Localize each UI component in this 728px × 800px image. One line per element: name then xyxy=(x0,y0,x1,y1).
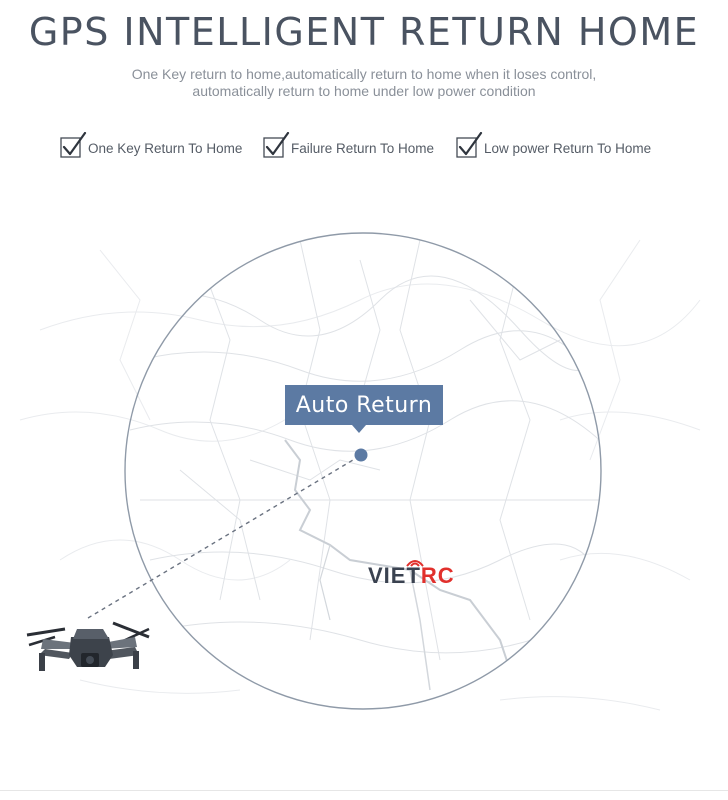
drone-icon xyxy=(25,615,155,685)
return-path xyxy=(88,457,358,618)
callout-pointer xyxy=(352,425,366,433)
signal-icon xyxy=(403,556,427,568)
subtitle-line-1: One Key return to home,automatically return to home when it loses control, xyxy=(131,66,597,82)
bottom-divider xyxy=(0,790,728,791)
logo-text-viet: VIET xyxy=(368,563,421,588)
vietrc-logo xyxy=(368,563,455,589)
page-title: GPS INTELLIGENT RETURN HOME xyxy=(28,10,700,54)
subtitle-line-2: automatically return to home under low power condition xyxy=(192,83,536,99)
range-circle xyxy=(125,233,601,709)
home-point-marker xyxy=(355,449,368,462)
feature-label: Failure Return To Home xyxy=(291,141,435,156)
feature-label: One Key Return To Home xyxy=(88,141,243,156)
auto-return-callout: Auto Return xyxy=(285,385,443,425)
feature-label: Low power Return To Home xyxy=(484,141,652,156)
logo-text-rc: RC xyxy=(420,563,455,588)
